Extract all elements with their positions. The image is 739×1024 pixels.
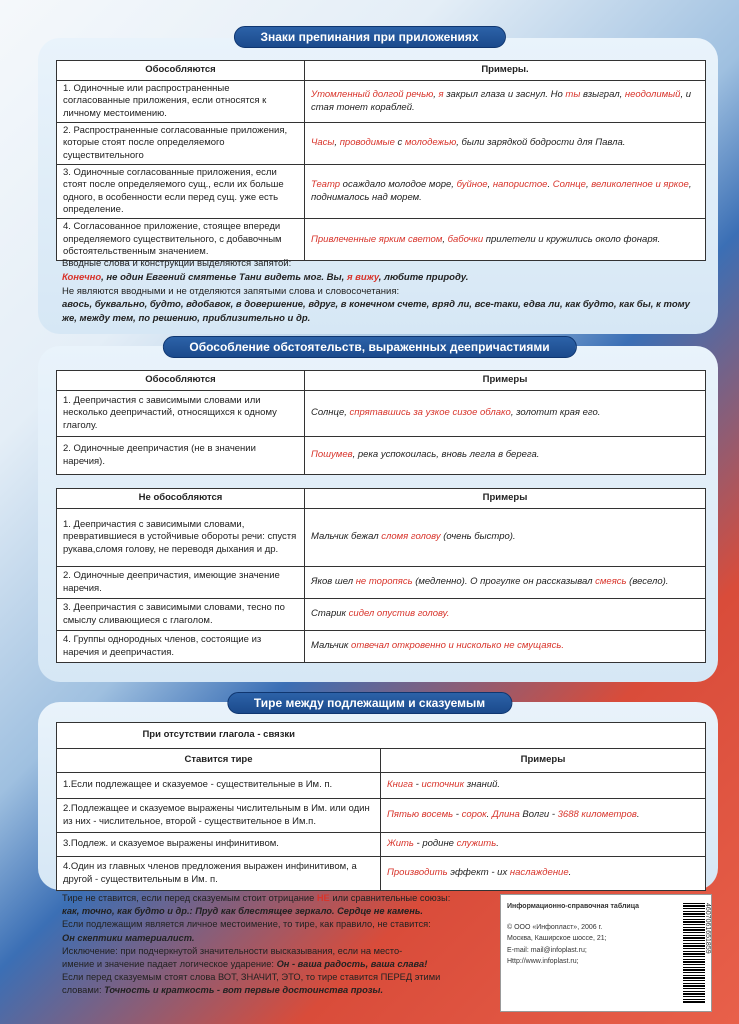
section-gerunds-title: Обособление обстоятельств, выраженных деепричастиями xyxy=(162,336,576,358)
table-row xyxy=(57,509,706,567)
highlight: Утомленный долгой речью xyxy=(311,89,434,101)
example-text: знаний. xyxy=(464,779,501,791)
example-cell xyxy=(381,833,706,857)
note-text: имение и значение падает логическое ударение: xyxy=(62,958,277,969)
rule-cell: 1. Деепричастия с зависимыми словами, превратившиеся в устойчивые обороты речи: спустя рукава,сломя голову, не переводя дыхания и др. xyxy=(57,509,305,567)
highlight: неодолимый xyxy=(624,89,681,101)
highlight: смеясь xyxy=(595,576,627,588)
highlight: проводимые xyxy=(339,137,395,149)
example-text: - xyxy=(453,809,462,821)
example-text: (медленно). О прогулке он рассказывал xyxy=(412,576,596,588)
note-example: Точность и краткость - вот первые достоинства прозы. xyxy=(104,985,384,996)
note-line xyxy=(62,892,492,905)
gerunds-not-isolated-table xyxy=(56,488,706,663)
rule-cell: 1. Деепричастия с зависимыми словами или несколько деепричастий, относящихся к одному глаголу. xyxy=(57,391,305,437)
example-cell xyxy=(305,567,706,599)
barcode-number: 4607061651859 xyxy=(704,903,711,954)
example-text: , река успокоилась, вновь легла в берега. xyxy=(352,449,540,461)
highlight: не торопясь xyxy=(355,576,413,588)
dash-table xyxy=(56,722,706,891)
highlight: Длина xyxy=(491,809,520,821)
example-text: Мальчик бежал xyxy=(311,531,382,543)
highlight: Часы xyxy=(311,137,335,149)
example-cell xyxy=(305,165,706,219)
info-title: Информационно-справочная таблица xyxy=(507,903,639,910)
example-text: , и стая тонет кораблей. xyxy=(311,89,692,113)
highlight: великолепное и яркое xyxy=(591,179,689,191)
section-appositions-title: Знаки препинания при приложениях xyxy=(233,26,505,48)
col-header-examples: Примеры. xyxy=(305,61,706,81)
highlight: наслаждение xyxy=(509,867,569,879)
table-row xyxy=(57,631,706,663)
rule-cell: 2. Одиночные деепричастия (не в значении наречия). xyxy=(57,437,305,475)
rule-cell: 2. Распространенные согласованные приложения, которые стоят после определяемого существительного xyxy=(57,123,305,165)
section-dash-title: Тире между подлежащим и сказуемым xyxy=(227,692,512,714)
highlight: буйное xyxy=(456,179,488,191)
example-text: взыграл, xyxy=(580,89,625,101)
col-header-rule: Не обособляются xyxy=(57,489,305,509)
highlight: Пятью восемь xyxy=(387,809,454,821)
example-text: , xyxy=(334,137,340,149)
table-row xyxy=(57,773,706,799)
example-cell xyxy=(305,219,706,261)
col-header-examples: Примеры xyxy=(381,749,706,773)
example-text: (весело). xyxy=(626,576,669,588)
highlight: ты xyxy=(565,89,581,101)
example-text: Солнце, xyxy=(311,407,350,419)
table-caption: При отсутствии глагола - связки xyxy=(57,723,381,749)
example-cell xyxy=(305,599,706,631)
note-line: Не являются вводными и не отделяются запятыми слова и словосочетания: xyxy=(62,285,400,297)
note-example: как, точно, как будто и др.: Пруд как блестящее зеркало. Сердце не камень. xyxy=(62,906,423,917)
rule-cell: 3. Деепричастия с зависимыми словами, тесно по смыслу сливающиеся с глаголом. xyxy=(57,599,305,631)
table-caption-spacer xyxy=(381,723,706,749)
info-line: Http://www.infoplast.ru; xyxy=(507,957,579,965)
example-cell xyxy=(305,391,706,437)
note-line: Если перед сказуемым стоят слова ВОТ, ЗНАЧИТ, ЭТО, то тире ставится ПЕРЕД этими xyxy=(62,972,441,983)
col-header-rule: Ставится тире xyxy=(57,749,381,773)
highlight: НЕ xyxy=(316,893,330,903)
note-text: словами: xyxy=(62,985,105,996)
note-example: Он - ваша радость, ваша слава! xyxy=(276,958,428,969)
example-text: - родине xyxy=(413,838,457,850)
example-text: (очень быстро). xyxy=(440,531,516,543)
highlight: Солнце xyxy=(552,179,586,191)
table-row xyxy=(57,437,706,475)
rule-cell: 3.Подлеж. и сказуемое выражены инфинитивом. xyxy=(57,833,381,857)
example-cell xyxy=(381,857,706,891)
table-row xyxy=(57,833,706,857)
example-text: , золотит края его. xyxy=(510,407,601,419)
example-text: прилетели и кружились около фонаря. xyxy=(483,233,661,245)
publisher-info xyxy=(500,894,712,1012)
note-example: Он скептики материалист. xyxy=(62,932,195,943)
example-text: , были зарядкой бодрости для Павла. xyxy=(456,137,626,149)
highlight: служить xyxy=(456,838,497,850)
table-row xyxy=(57,219,706,261)
example-cell xyxy=(381,799,706,833)
note-text: Тире не ставится, если перед сказуемым стоит отрицание xyxy=(62,893,317,903)
highlight: сломя голову xyxy=(381,531,441,543)
highlight: Конечно xyxy=(62,271,102,283)
example-text: Старик xyxy=(311,608,349,620)
note-line xyxy=(62,984,492,997)
col-header-rule: Обособляются xyxy=(57,61,305,81)
example-cell xyxy=(305,123,706,165)
col-header-examples: Примеры xyxy=(305,371,706,391)
note-word-list: авось, буквально, будто, вдобавок, в довершение, вдруг, в конечном счете, вряд ли, все-таки, едва ли, как будто, как бы, к тому же, между тем, по решению, приблизительно и др. xyxy=(62,299,690,325)
info-line: Москва, Каширское шоссе, 21; xyxy=(507,935,607,943)
example-text: . xyxy=(547,179,553,191)
col-header-rule: Обособляются xyxy=(57,371,305,391)
example-text: , xyxy=(487,179,493,191)
info-line: E-mail: mail@infoplast.ru; xyxy=(507,946,587,954)
rule-cell: 1.Если подлежащее и сказуемое - существительные в Им. п. xyxy=(57,773,381,799)
example-text: Яков шел xyxy=(311,576,356,588)
example-text: - xyxy=(412,779,422,791)
example-text: , поднималось над морем. xyxy=(311,179,692,203)
highlight: отвечал откровенно и нисколько не смущаясь. xyxy=(351,640,564,652)
rule-cell: 4.Один из главных членов предложения выражен инфинитивом, а другой - существительным в Им. п. xyxy=(57,857,381,891)
highlight: я xyxy=(438,89,444,101)
table-row xyxy=(57,165,706,219)
note-example xyxy=(62,271,702,285)
table-row xyxy=(57,799,706,833)
highlight: Привлеченные ярким светом xyxy=(311,233,443,245)
example-cell xyxy=(305,437,706,475)
example-cell xyxy=(305,631,706,663)
example-text: эффект - их xyxy=(447,867,510,879)
highlight: Книга xyxy=(387,779,413,791)
note-text: , не один Евгений смятенье Тани видеть мог. Вы, xyxy=(101,271,347,283)
example-text: . xyxy=(568,867,572,879)
rule-cell: 4. Согласованное приложение, стоящее впереди определяемого существительного, с добавочным обстоятельственным значением. xyxy=(57,219,305,261)
example-text: , xyxy=(585,179,592,191)
note-text: , любите природу. xyxy=(378,271,469,283)
table-row xyxy=(57,81,706,123)
highlight: источник xyxy=(421,779,465,791)
example-text: . xyxy=(636,809,640,821)
table-row xyxy=(57,857,706,891)
example-cell xyxy=(305,81,706,123)
example-text: осаждало молодое море, xyxy=(340,179,457,191)
highlight: сорок xyxy=(461,809,487,821)
example-text: Мальчик xyxy=(311,640,352,652)
example-text: . xyxy=(486,809,492,821)
table-row xyxy=(57,391,706,437)
introductory-words-note xyxy=(62,257,702,326)
example-text: с xyxy=(394,137,405,149)
example-text: Волги - xyxy=(519,809,558,821)
appositions-table xyxy=(56,60,706,261)
highlight: Театр xyxy=(311,179,341,191)
highlight: я вижу xyxy=(346,271,379,283)
note-text: или сравнительные союзы: xyxy=(329,893,451,903)
highlight: Жить xyxy=(387,838,414,850)
rule-cell: 1. Одиночные или распространенные согласованные приложения, если относятся к личному местоимению. xyxy=(57,81,305,123)
table-row xyxy=(57,599,706,631)
example-text: . xyxy=(496,838,499,850)
highlight: молодежью xyxy=(404,137,457,149)
rule-cell: 2. Одиночные деепричастия, имеющие значение наречия. xyxy=(57,567,305,599)
table-row xyxy=(57,123,706,165)
highlight: сидел опустив голову. xyxy=(348,608,450,620)
highlight: Пошумев xyxy=(311,449,353,461)
example-cell xyxy=(381,773,706,799)
col-header-examples: Примеры xyxy=(305,489,706,509)
example-text: , xyxy=(442,233,448,245)
highlight: спрятавшись за узкое сизое облако xyxy=(349,407,511,419)
note-line: Вводные слова и конструкции выделяются запятой: xyxy=(62,258,292,269)
table-row xyxy=(57,567,706,599)
rule-cell: 3. Одиночные согласованные приложения, если стоят после определяемого сущ., если их больше одного, в особенности если перед сущ. уже есть определение. xyxy=(57,165,305,219)
highlight: напористое xyxy=(492,179,548,191)
rule-cell: 4. Группы однородных членов, состоящие из наречия и деепричастия. xyxy=(57,631,305,663)
highlight: Производить xyxy=(387,867,448,879)
info-line: © ООО «Инфопласт», 2006 г. xyxy=(507,924,603,932)
example-text: закрыл глаза и заснул. Но xyxy=(443,89,566,101)
example-text: , xyxy=(433,89,439,101)
gerunds-isolated-table xyxy=(56,370,706,475)
note-line xyxy=(62,958,492,971)
note-line: Если подлежащим является личное местоимение, то тире, как правило, не ставится: xyxy=(62,919,431,930)
dash-notes xyxy=(62,892,492,998)
rule-cell: 2.Подлежащее и сказуемое выражены числительным в Им. или один из них - числительное, второй - существительное в Им.п. xyxy=(57,799,381,833)
note-line: Исключение: при подчеркнутой значительности высказывания, если на место- xyxy=(62,945,403,956)
highlight: 3688 километров xyxy=(557,809,637,821)
example-cell xyxy=(305,509,706,567)
highlight: бабочки xyxy=(447,233,484,245)
